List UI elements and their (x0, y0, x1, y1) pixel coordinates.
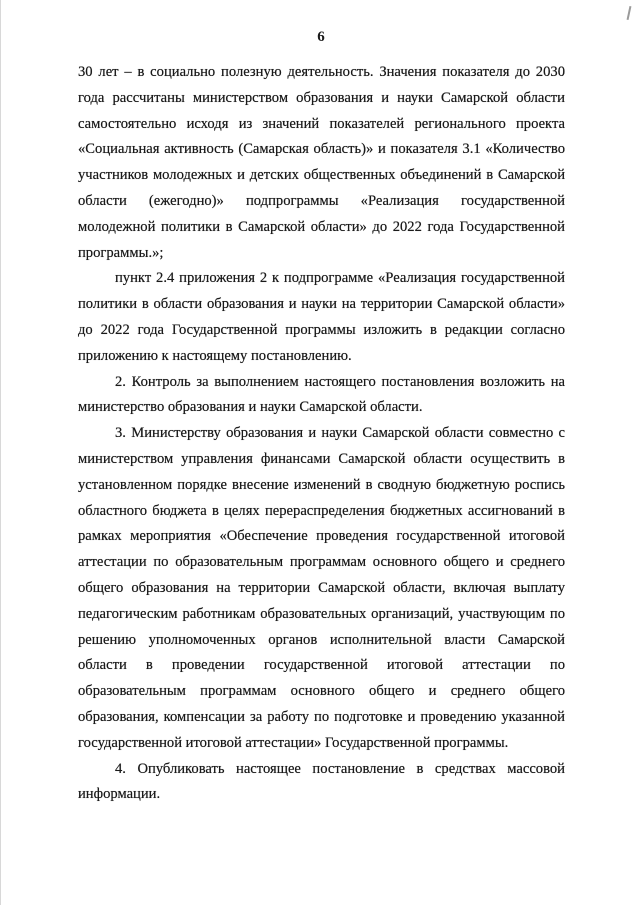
paragraph-clause-2: 2. Контроль за выполнением настоящего постановления возложить на министерство образования и науки Самарской области. (78, 373, 565, 416)
paragraph-item-2-4: пункт 2.4 приложения 2 к подпрограмме «Реализация государственной политики в области образования и науки на территории Самарской области» до 2022 года Государственной программы изложить в редакции согласно приложению к настоящему постановлению. (78, 270, 565, 364)
paragraph-clause-4: 4. Опубликовать настоящее постановление в средствах массовой информации. (78, 760, 565, 803)
paragraph-clause-3: 3. Министерству образования и науки Самарской области совместно с министерством управления финансами Самарской области осуществить в установленном порядке внесение изменений в сводную бюджетную роспись областного бюджета в целях перераспределения бюджетных ассигнований в рамках мероприятия «Обеспечение проведения государственной итоговой аттестации по образовательным программам основного общего и среднего общего образования на территории Самарской области, включая выплату педагогическим работникам образовательных организаций, участвующим по решению уполномоченных органов исполнительной власти Самарской области в проведении государственной итоговой аттестации по образовательным программам основного общего и среднего общего образования, компенсации за работу по подготовке и проведению указанной государственной итоговой аттестации» Государственной программы. (78, 425, 565, 751)
document-body (78, 60, 565, 808)
paragraph-continuation: 30 лет – в социально полезную деятельность. Значения показателя до 2030 года рассчитаны министерством образования и науки Самарской области самостоятельно исходя из значений показателей регионального проекта «Социальная активность (Самарская область)» и показателя 3.1 «Количество участников молодежных и детских общественных объединений в Самарской области (ежегодно)» подпрограммы «Реализация государственной молодежной политики в Самарской области» до 2022 года Государственной программы.»; (78, 64, 565, 261)
scan-mark (627, 6, 632, 20)
page-number: 6 (317, 29, 325, 45)
